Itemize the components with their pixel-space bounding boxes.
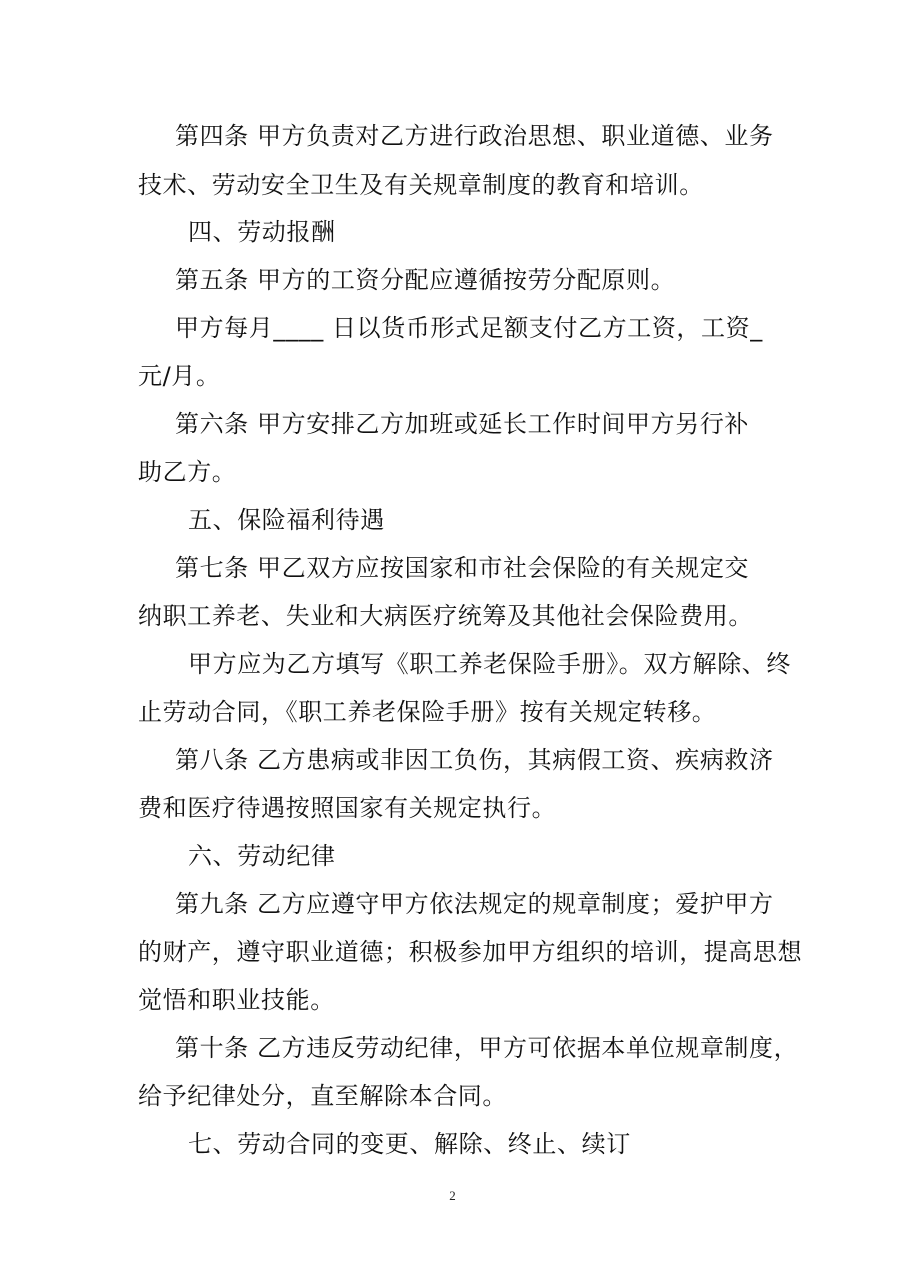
article-7-line-4: 止劳动合同，《职工养老保险手册》按有关规定转移。 — [138, 698, 717, 726]
article-8-line-1: 第八条 乙方患病或非因工负伤，其病假工资、疾病救济 — [175, 746, 774, 774]
article-5-line-2: 甲方每月____ 日以货币形式足额支付乙方工资，工资_ — [175, 314, 763, 342]
page-number: 2 — [449, 1188, 456, 1203]
article-6-line-2: 助乙方。 — [138, 458, 237, 486]
article-8-line-2: 费和医疗待遇按照国家有关规定执行。 — [138, 794, 557, 822]
section-heading-labor-remuneration: 四、劳动报酬 — [188, 218, 336, 246]
article-4-line-2: 技术、劳动安全卫生及有关规章制度的教育和培训。 — [138, 171, 704, 199]
article-9-line-3: 觉悟和职业技能。 — [138, 986, 335, 1014]
section-heading-insurance-welfare: 五、保险福利待遇 — [188, 506, 385, 534]
article-10-line-1: 第十条 乙方违反劳动纪律，甲方可依据本单位规章制度， — [175, 1034, 799, 1062]
section-heading-labor-discipline: 六、劳动纪律 — [188, 842, 336, 870]
article-9-line-2: 的财产，遵守职业道德；积极参加甲方组织的培训，提高思想 — [138, 938, 803, 966]
article-7-line-1: 第七条 甲乙双方应按国家和市社会保险的有关规定交 — [175, 554, 750, 582]
section-heading-contract-changes: 七、劳动合同的变更、解除、终止、续订 — [188, 1130, 631, 1158]
article-5-line-3: 元/月。 — [138, 362, 221, 390]
article-6-line-1: 第六条 甲方安排乙方加班或延长工作时间甲方另行补 — [175, 410, 750, 438]
article-10-line-2: 给予纪律处分，直至解除本合同。 — [138, 1082, 507, 1110]
article-7-line-3: 甲方应为乙方填写《职工养老保险手册》。双方解除、终 — [188, 650, 791, 678]
article-7-line-2: 纳职工养老、失业和大病医疗统筹及其他社会保险费用。 — [138, 602, 753, 630]
article-9-line-1: 第九条 乙方应遵守甲方依法规定的规章制度；爱护甲方 — [175, 890, 774, 918]
article-5-line-1: 第五条 甲方的工资分配应遵循按劳分配原则。 — [175, 266, 676, 294]
article-4-line-1: 第四条 甲方负责对乙方进行政治思想、职业道德、业务 — [175, 122, 774, 150]
